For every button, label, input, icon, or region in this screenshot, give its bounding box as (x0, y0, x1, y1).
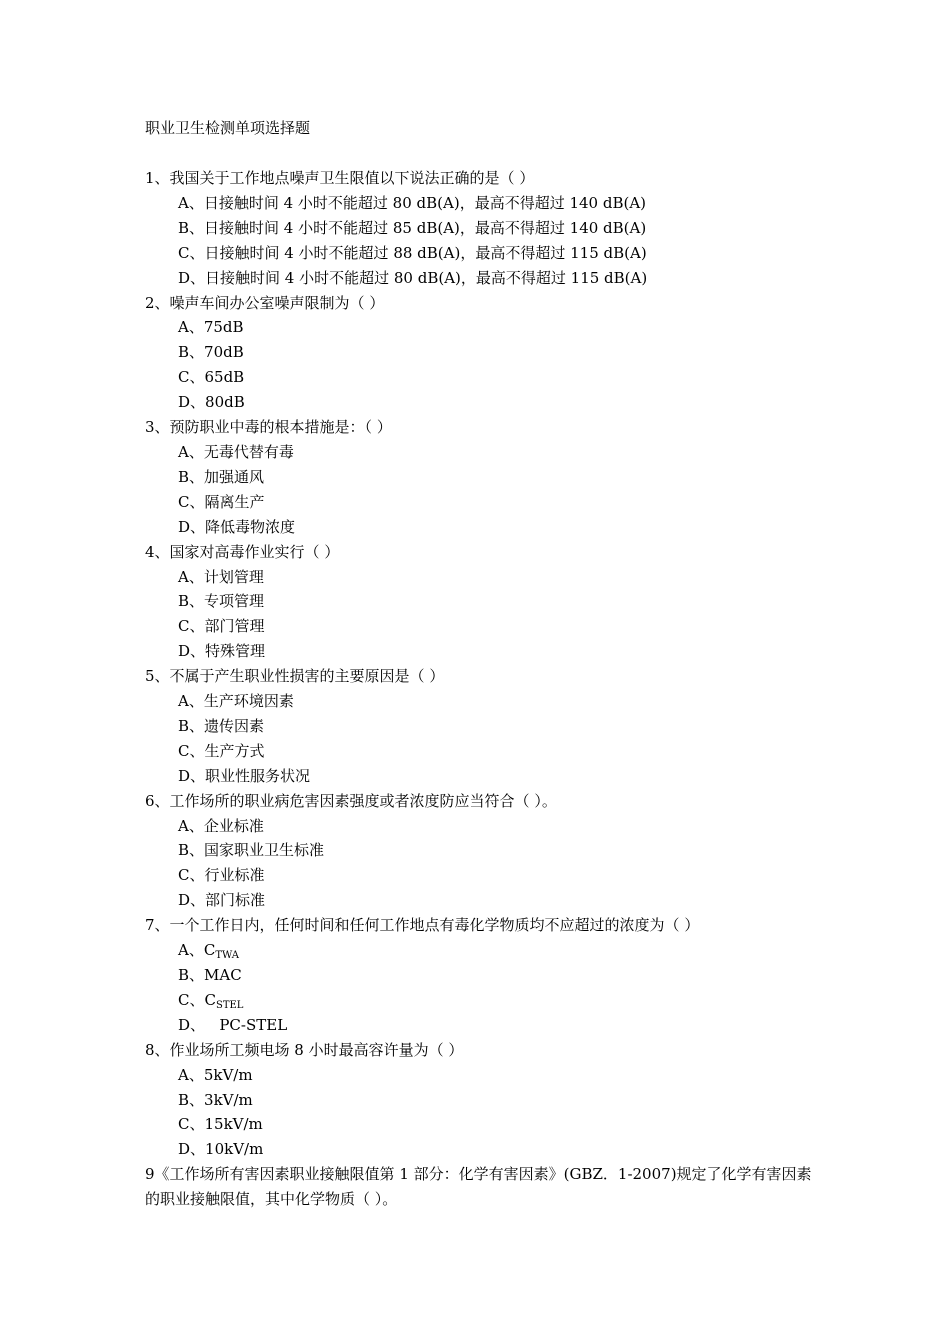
question-stem: 1、我国关于工作地点噪声卫生限值以下说法正确的是（ ） (145, 169, 535, 187)
question-option: A、生产环境因素 (178, 692, 294, 711)
question-stem: 5、不属于产生职业性损害的主要原因是（ ） (145, 667, 445, 686)
question-option: B、专项管理 (178, 592, 265, 611)
question-stem: 4、国家对高毒作业实行（ ） (145, 542, 340, 561)
question-option: D、职业性服务状况 (178, 766, 311, 785)
option-subscript: TWA (215, 950, 239, 962)
question-option: C、日接触时间 4 小时不能超过 88 dB(A)，最高不得超过 115 dB(A) (178, 243, 647, 262)
question-stem: 6、工作场所的职业病危害因素强度或者浓度防应当符合（ ）。 (145, 791, 557, 810)
question-option: A、计划管理 (178, 567, 264, 586)
question-option: B、遗传因素 (178, 716, 265, 735)
question-stem: 7、一个工作日内，任何时间和任何工作地点有毒化学物质均不应超过的浓度为（ ） (145, 916, 700, 935)
option-text: A、C (178, 941, 216, 960)
document-title: 职业卫生检测单项选择题 (145, 119, 311, 137)
question-option: D、10kV/m (178, 1140, 264, 1159)
option-subscript: STEL (215, 999, 244, 1011)
question-option: D、日接触时间 4 小时不能超过 80 dB(A)，最高不得超过 115 dB(A) (178, 268, 648, 287)
question-option: C、生产方式 (178, 741, 265, 760)
question-option (145, 938, 825, 963)
question-stem: 8、作业场所工频电场 8 小时最高容许量为（ ） (145, 1040, 464, 1059)
question-list (145, 166, 825, 1212)
question-option: C、部门管理 (178, 617, 265, 636)
option-text: B、MAC (178, 966, 242, 984)
question-stem: 2、噪声车间办公室噪声限制为（ ） (145, 293, 385, 312)
question-option (145, 1013, 825, 1038)
question-option: A、企业标准 (178, 816, 264, 835)
question-option (145, 988, 825, 1013)
question-option: C、15kV/m (178, 1115, 263, 1134)
question-option: A、75dB (178, 318, 244, 337)
question-option: D、80dB (178, 393, 245, 412)
question-option: A、无毒代替有毒 (178, 442, 294, 461)
question-option: B、国家职业卫生标准 (178, 841, 325, 860)
question-option: B、70dB (178, 343, 244, 362)
question-stem: 9《工作场所有害因素职业接触限值第 1 部分：化学有害因素》(GBZ．1-2007)规定了化学有害因素的职业接触限值，其中化学物质（ ）。 (145, 1165, 812, 1209)
question-option: C、65dB (178, 368, 245, 387)
question-option: D、部门标准 (178, 891, 266, 910)
question-option: A、日接触时间 4 小时不能超过 80 dB(A)，最高不得超过 140 dB(A) (178, 193, 647, 212)
question-option: A、5kV/m (178, 1065, 253, 1084)
option-text: C、C (178, 990, 216, 1009)
question-option: C、行业标准 (178, 866, 265, 885)
question-stem: 3、预防职业中毒的根本措施是：（ ） (145, 418, 392, 437)
question-option: B、3kV/m (178, 1090, 253, 1109)
question-option: B、日接触时间 4 小时不能超过 85 dB(A)，最高不得超过 140 dB(A) (178, 218, 647, 237)
option-text: D、 PC-STEL (178, 1015, 288, 1034)
question-option: C、隔离生产 (178, 492, 265, 511)
question-option: B、加强通风 (178, 467, 265, 486)
question-option (145, 963, 825, 988)
question-option: D、降低毒物浓度 (178, 517, 296, 536)
question-option: D、特殊管理 (178, 642, 266, 661)
